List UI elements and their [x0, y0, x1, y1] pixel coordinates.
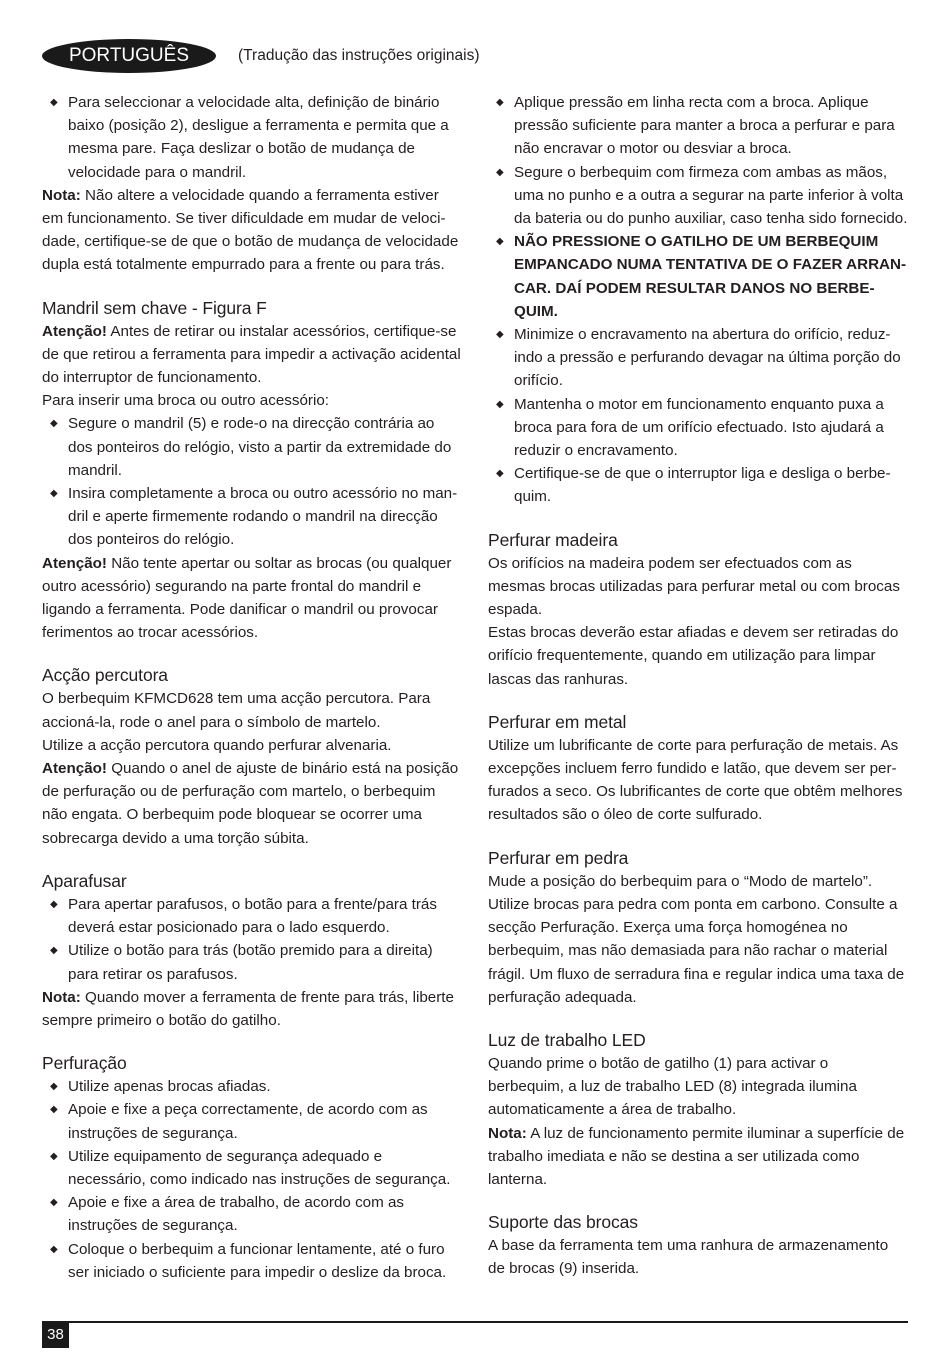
paragraph: Estas brocas deverão estar afiadas e devem ser retiradas do orifício frequentemente, quando em utilização para limpar lascas das ranhuras. — [488, 624, 899, 688]
note-label: Nota: — [42, 186, 81, 204]
attention-paragraph — [42, 320, 462, 390]
list-item: ◆ Mantenha o motor em funcionamento enquanto puxa a broca para fora de um orifício efectuado. Isto ajudará a reduzir o encravamento. — [488, 393, 908, 463]
page-header — [42, 38, 480, 74]
list-item: ◆ Segure o mandril (5) e rode-o na direcção contrária ao dos ponteiros do relógio, visto a partir da extremidade do mandril. — [42, 412, 462, 482]
note-paragraph — [488, 1122, 908, 1192]
list-item: ◆ Para apertar parafusos, o botão para a frente/para trás deverá estar posicionado para o lado esquerdo. — [42, 893, 462, 939]
list-item: ◆ Coloque o berbequim a funcionar lentamente, até o furo ser iniciado o suficiente para impedir o deslize da broca. — [42, 1238, 462, 1284]
list-item: ◆ Utilize o botão para trás (botão premido para a direita) para retirar os parafusos. — [42, 939, 462, 985]
list-item: ◆ Apoie e fixe a área de trabalho, de acordo com as instruções de segurança. — [42, 1191, 462, 1237]
section-title-hammer: Acção percutora — [42, 665, 168, 686]
translation-note: (Tradução das instruções originais) — [238, 47, 480, 64]
list-item: ◆ Aplique pressão em linha recta com a broca. Aplique pressão suficiente para manter a broca a perfurar e para não encravar o motor ou desviar a broca. — [488, 91, 908, 161]
paragraph: Os orifícios na madeira podem ser efectuados com as mesmas brocas utilizadas para perfurar metal ou com brocas espada. — [488, 554, 900, 619]
note-text: Não altere a velocidade quando a ferramenta estiver em funcionamento. Se tiver dificuldade em mudar de veloci-dade, certifique-se de que o botão de mudança de velocidade dupla está totalmente empurrado para a frente ou para trás. — [42, 186, 459, 274]
attention-text: Não tente apertar ou soltar as brocas (ou qualquer outro acessório) segurando na parte frontal do mandril e ligando a ferramenta. Pode danificar o mandril ou provocar ferimentos ao trocar acessórios. — [42, 554, 452, 642]
right-column — [488, 91, 908, 1281]
list-item: ◆ Apoie e fixe a peça correctamente, de acordo com as instruções de segurança. — [42, 1098, 462, 1144]
paragraph: Mude a posição do berbequim para o “Modo de martelo”. Utilize brocas para pedra com ponta em carbono. Consulte a secção Perfuração. Exerça uma força homogénea no berbequim, mas não demasiada para não rachar o material frágil. Um fluxo de serradura fina e regular indica uma taxa de perfuração adequada. — [488, 872, 905, 1006]
paragraph: O berbequim KFMCD628 tem uma acção percutora. Para accioná-la, rode o anel para o símbolo de martelo. — [42, 690, 431, 731]
section-title-bit-holder: Suporte das brocas — [488, 1212, 638, 1233]
note-label: Nota: — [42, 988, 81, 1006]
section-title-screw: Aparafusar — [42, 870, 127, 891]
list-item: ◆ Utilize apenas brocas afiadas. — [42, 1075, 462, 1098]
attention-text: Quando o anel de ajuste de binário está na posição de perfuração ou de perfuração com martelo, o berbequim não engata. O berbequim pode bloquear se ocorrer uma sobrecarga devido a uma torção súbita. — [42, 760, 459, 847]
list-item: ◆ Para seleccionar a velocidade alta, definição de binário baixo (posição 2), desligue a ferramenta e permita que a mesma pare. Faça deslizar o botão de mudança de velocidade para o mandril. — [42, 91, 462, 184]
paragraph: Utilize a acção percutora quando perfurar alvenaria. — [42, 736, 392, 754]
paragraph: Quando prime o botão de gatilho (1) para activar o berbequim, a luz de trabalho LED (8) integrada ilumina automaticamente a área de trabalho. — [488, 1054, 857, 1119]
language-badge: PORTUGUÊS — [42, 39, 216, 73]
list-item: ◆ Utilize equipamento de segurança adequado e necessário, como indicado nas instruções de segurança. — [42, 1145, 462, 1191]
page-number: 38 — [42, 1322, 69, 1348]
attention-paragraph — [42, 552, 462, 645]
insert-paragraph: Para inserir uma broca ou outro acessório: — [42, 392, 330, 410]
attention-label: Atenção! — [42, 554, 107, 572]
intro-list — [42, 91, 462, 184]
note-label: Nota: — [488, 1124, 527, 1142]
note-paragraph — [42, 986, 462, 1032]
attention-label: Atenção! — [42, 760, 107, 778]
attention-text: Antes de retirar ou instalar acessórios, certifique-se de que retirou a ferramenta para impedir a activação acidental do interruptor de funcionamento. — [42, 322, 461, 387]
attention-label: Atenção! — [42, 322, 107, 340]
section-title-led: Luz de trabalho LED — [488, 1029, 646, 1050]
paragraph: Utilize um lubrificante de corte para perfuração de metais. As excepções incluem ferro fundido e latão, que devem ser per-furados a seco. Os lubrificantes de corte que obtêm melhores resultados são o óleo de corte sulfurado. — [488, 736, 903, 824]
list-item: ◆ Segure o berbequim com firmeza com ambas as mãos, uma no punho e a outra a segurar na parte inferior à volta da bateria ou do punho auxiliar, caso tenha sido fornecido. — [488, 161, 908, 231]
footer-rule — [42, 1321, 908, 1323]
note-text: A luz de funcionamento permite iluminar a superfície de trabalho imediata e não se destina a ser utilizada como lanterna. — [488, 1124, 905, 1188]
section-title-chuck: Mandril sem chave - Figura F — [42, 297, 267, 318]
section-title-drilling: Perfuração — [42, 1053, 127, 1074]
paragraph: A base da ferramenta tem uma ranhura de armazenamento de brocas (9) inserida. — [488, 1237, 889, 1278]
screw-list — [42, 893, 462, 986]
list-item: ◆ Insira completamente a broca ou outro acessório no man-dril e aperte firmemente rodando o mandril na direcção dos ponteiros do relógio. — [42, 482, 462, 552]
drilling-list-continued — [488, 91, 908, 509]
note-paragraph — [42, 184, 462, 277]
section-title-stone: Perfurar em pedra — [488, 847, 629, 868]
note-text: Quando mover a ferramenta de frente para trás, liberte sempre primeiro o botão do gatilho. — [42, 988, 454, 1029]
attention-paragraph — [42, 757, 462, 850]
section-title-metal: Perfurar em metal — [488, 711, 627, 732]
list-item: ◆ Minimize o encravamento na abertura do orifício, reduz-indo a pressão e perfurando devagar na última porção do orifício. — [488, 323, 908, 393]
left-column — [42, 91, 462, 1284]
chuck-list — [42, 412, 462, 551]
section-title-wood: Perfurar madeira — [488, 529, 618, 550]
drilling-list — [42, 1075, 462, 1284]
warning-item: ◆ NÃO PRESSIONE O GATILHO DE UM BERBEQUIM EMPANCADO NUMA TENTATIVA DE O FAZER ARRAN-CAR. DAÍ PODEM RESULTAR DANOS NO BERBE-QUIM. — [488, 230, 908, 323]
list-item: ◆ Certifique-se de que o interruptor liga e desliga o berbe-quim. — [488, 462, 908, 508]
